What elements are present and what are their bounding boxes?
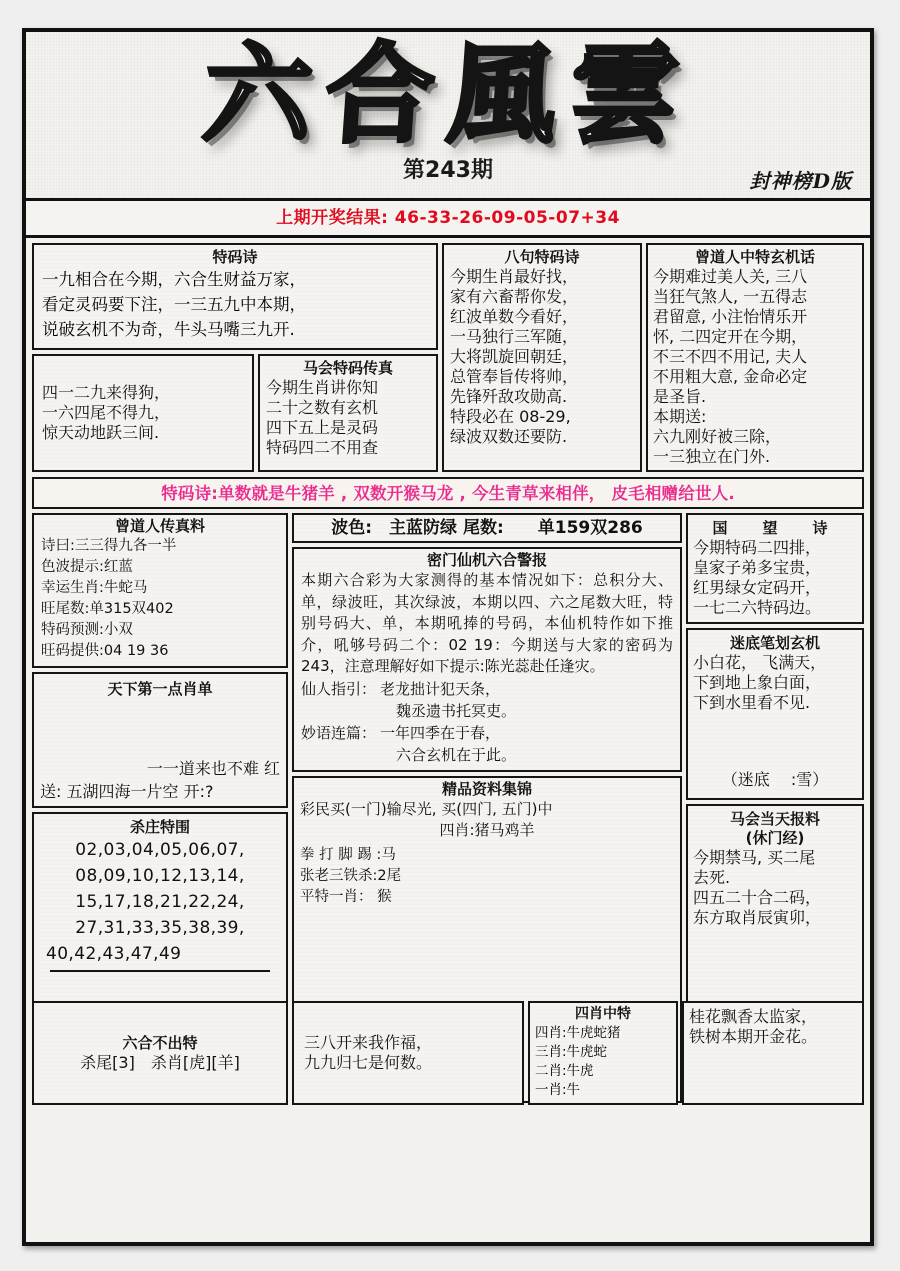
section-divider: [50, 970, 270, 972]
sixiao-row: 三肖:牛虎蛇: [535, 1044, 608, 1060]
bottom-riddle-line: 九九归七是何数。: [304, 1053, 433, 1072]
jingpin-line-1: 彩民买(一门)输尽光, 买(四门, 五门)中: [300, 799, 553, 818]
mahui-fax-title: 马会特码传真: [302, 359, 393, 377]
mahui-today-tail-box: [682, 1001, 864, 1105]
publication-logo: 六合風雲: [199, 32, 697, 158]
zengdaoren-xuanji-title: 曾道人中特玄机话: [694, 248, 815, 266]
xuanji-line: 不用粗大意, 金命必定: [653, 367, 808, 386]
zengdaoren-fax-title: 曾道人传真料: [114, 517, 205, 535]
guowang-line: 红男绿女定码开，: [693, 578, 822, 597]
issue-number: 第243期: [403, 158, 493, 183]
xuanji-line: 当狂气煞人, 一五得志: [653, 287, 808, 306]
tianxia-line-1: 一一道来也不难 红: [146, 759, 280, 778]
tianxia-title: 天下第一点肖单: [107, 680, 213, 698]
newspaper-page: [22, 28, 874, 1246]
mahui-today-line: 今期禁马, 买二尾: [693, 848, 816, 867]
immortal-guidance-label: 仙人指引：: [301, 679, 377, 698]
clever-sayings: [301, 722, 673, 766]
fax-row: 幸运生肖:牛蛇马: [41, 580, 148, 596]
riddle-line: 小白花， 飞满天，: [693, 653, 827, 672]
sixiao-row: 一肖:牛: [535, 1082, 581, 1098]
liuhe-buchu-box: [32, 1001, 288, 1105]
zengdaoren-xuanji-box: [646, 243, 864, 472]
four-one-box: [32, 354, 254, 472]
sixiao-row: 二肖:牛虎: [535, 1063, 594, 1079]
riddle-line: 下到地上象白面，: [693, 673, 822, 692]
poem-line: 一九相合在今期，六合生财益万家，: [42, 270, 306, 289]
mimen-box: [292, 547, 682, 772]
top-poem-block: [26, 238, 870, 472]
liuhe-buchu-title: 六合不出特: [122, 1033, 198, 1052]
mimen-title: 密门仙机六合警报: [426, 551, 547, 569]
fax-row: 色波提示:红蓝: [41, 559, 133, 575]
xuanji-line: 怀, 二四定开在今期，: [653, 327, 808, 346]
bottom-riddle-box: [292, 1001, 524, 1105]
last-draw-result: 上期开奖结果: 46-33-26-09-05-07+34: [26, 201, 870, 238]
eight-poem-line: 今期生肖最好找，: [450, 267, 579, 286]
shazhuang-row: 27,31,33,35,38,39,: [75, 918, 245, 938]
clever-sayings-value: [380, 722, 516, 766]
mahui-today-line: 四五二十合二码，: [693, 888, 822, 907]
mahui-tail-line: 铁树本期开金花。: [689, 1027, 818, 1046]
jingpin-row: 张老三铁杀:2尾: [300, 867, 402, 884]
mahui-today-title: 马会当天报料: [729, 810, 820, 828]
mahui-fax-line: 特码四二不用查: [266, 438, 379, 457]
immortal-guidance-value: [380, 678, 516, 722]
jingpin-row: 平特一肖： 猴: [300, 888, 392, 905]
fax-row: 旺码提供:04 19 36: [41, 643, 169, 659]
eight-poem-line: 总管奉旨传将帅，: [450, 367, 579, 386]
masthead: [26, 32, 870, 201]
saying-line: 六合玄机在于此。: [396, 745, 517, 764]
eight-poem-line: 家有六畜帮你发，: [450, 287, 579, 306]
fax-row: 旺尾数:单315双402: [41, 601, 174, 617]
eight-line-poem-title: 八句特码诗: [504, 248, 580, 266]
special-code-poem-box: [32, 243, 438, 350]
special-code-poem-title: 特码诗: [212, 248, 258, 266]
fax-row: 诗曰:三三得九各一半: [41, 538, 177, 554]
eight-poem-line: 一马独行三军随，: [450, 327, 579, 346]
jingpin-title: 精品资料集锦: [441, 779, 532, 798]
xuanji-line: 六九刚好被三除，: [653, 427, 782, 446]
mahui-fax-line: 二十之数有玄机: [266, 398, 379, 417]
immortal-guidance: [301, 678, 673, 722]
mahui-fax-box: [258, 354, 438, 472]
mahui-fax-line: 今期生肖讲你知: [266, 378, 379, 397]
riddle-line: 下到水里看不见.: [693, 693, 811, 712]
xuanji-line: 本期送:: [653, 407, 707, 426]
mahui-fax-line: 四下五上是灵码: [266, 418, 379, 437]
shazhuang-title: 杀庄特围: [129, 818, 190, 836]
four-one-line: 一六四尾不得九，: [42, 403, 171, 422]
xuanji-line: 今期难过美人关, 三八: [653, 267, 808, 286]
guowang-poem-box: [686, 513, 864, 624]
liuhe-buchu-line: 杀尾[3] 杀肖[虎][羊]: [80, 1052, 240, 1072]
shazhuang-row: 08,09,10,12,13,14,: [75, 866, 245, 886]
eight-poem-line: 大将凯旋回朝廷，: [450, 347, 579, 366]
sixiao-title: 四肖中特: [575, 1006, 631, 1022]
tianxia-box: [32, 672, 288, 808]
xuanji-line: 不三不四不用记, 夫人: [653, 347, 808, 366]
sixiao-box: [528, 1001, 678, 1105]
four-one-line: 四一二九来得狗，: [42, 383, 171, 402]
sixiao-row: 四肖:牛虎蛇猪: [535, 1025, 621, 1041]
eight-line-poem-box: [442, 243, 642, 472]
eight-poem-line: 先锋歼敌攻勋高.: [450, 387, 568, 406]
mahui-tail-line: 桂花飘香太监家，: [689, 1007, 818, 1026]
eight-poem-line: 红波单数今看好，: [450, 307, 579, 326]
tianxia-line-2: 送: 五湖四海一片空 开:?: [40, 782, 214, 801]
riddle-box: [686, 628, 864, 800]
eight-poem-line: 绿波双数还要防.: [450, 427, 568, 446]
bottom-riddle-line: 三八开来我作福，: [304, 1033, 433, 1052]
shazhuang-row: 15,17,18,21,22,24,: [75, 892, 245, 912]
wave-color-box: [292, 513, 682, 543]
jingpin-line-2: 四肖:猪马鸡羊: [439, 820, 535, 839]
mahui-today-line: 东方取肖辰寅卯，: [693, 908, 822, 927]
guide-line: 老龙拙计犯天条，: [380, 679, 501, 698]
fax-row: 特码预测:小双: [41, 622, 133, 638]
shazhuang-row: 40,42,43,47,49: [46, 944, 182, 964]
saying-line: 一年四季在于春，: [380, 723, 501, 742]
four-one-line: 惊天动地跃三间.: [42, 423, 160, 442]
guowang-line: 皇家子弟多宝贵，: [693, 558, 822, 577]
bottom-strip: [26, 1001, 870, 1111]
xuanji-line: 君留意, 小注怡情乐开: [653, 307, 808, 326]
guowang-title: 国 望 诗: [712, 519, 838, 537]
riddle-answer: （迷底 :雪）: [721, 770, 829, 789]
eight-poem-line: 特段必在 08-29,: [450, 407, 571, 426]
jingpin-row: 拳 打 脚 踢 :马: [300, 846, 396, 863]
poem-line: 说破玄机不为奇，牛头马嘴三九开.: [42, 320, 295, 339]
guowang-line: 一七二六特码边。: [693, 598, 822, 617]
wave-color-text: 波色: 主蓝防绿 尾数: 单159双286: [331, 518, 643, 538]
guide-line: 魏丞遗书托冥吏。: [396, 701, 517, 720]
clever-sayings-label: 妙语连篇：: [301, 723, 377, 742]
edition-label: 封神榜D版: [749, 169, 852, 193]
pink-highlight-banner: 特码诗:单数就是牛猪羊 , 双数开猴马龙 , 今生青草来相伴， 皮毛相赠给世人.: [32, 477, 864, 509]
mahui-today-subtitle: (休门经): [745, 829, 805, 847]
zengdaoren-fax-box: [32, 513, 288, 668]
poem-line: 看定灵码要下注，一三五九中本期，: [42, 295, 306, 314]
mimen-body: 本期六合彩为大家测得的基本情况如下：总积分大、单，绿波旺，其次绿波，本期以四、六之尾数大旺，特别号码大、单，本期吼捧的号码，本仙机特作如下推介，吼够号码二个：02 19：今期送与大家的密码为243，注意理解好如下提示:陈光蕊赴任逢灾。: [301, 571, 673, 675]
riddle-title: 迷底笔划玄机: [729, 634, 820, 652]
guowang-line: 今期特码二四排，: [693, 538, 822, 557]
xuanji-line: 一三独立在门外.: [653, 447, 771, 466]
xuanji-line: 是圣旨.: [653, 387, 707, 406]
shazhuang-row: 02,03,04,05,06,07,: [75, 840, 245, 860]
mahui-today-line: 去死.: [693, 868, 731, 887]
